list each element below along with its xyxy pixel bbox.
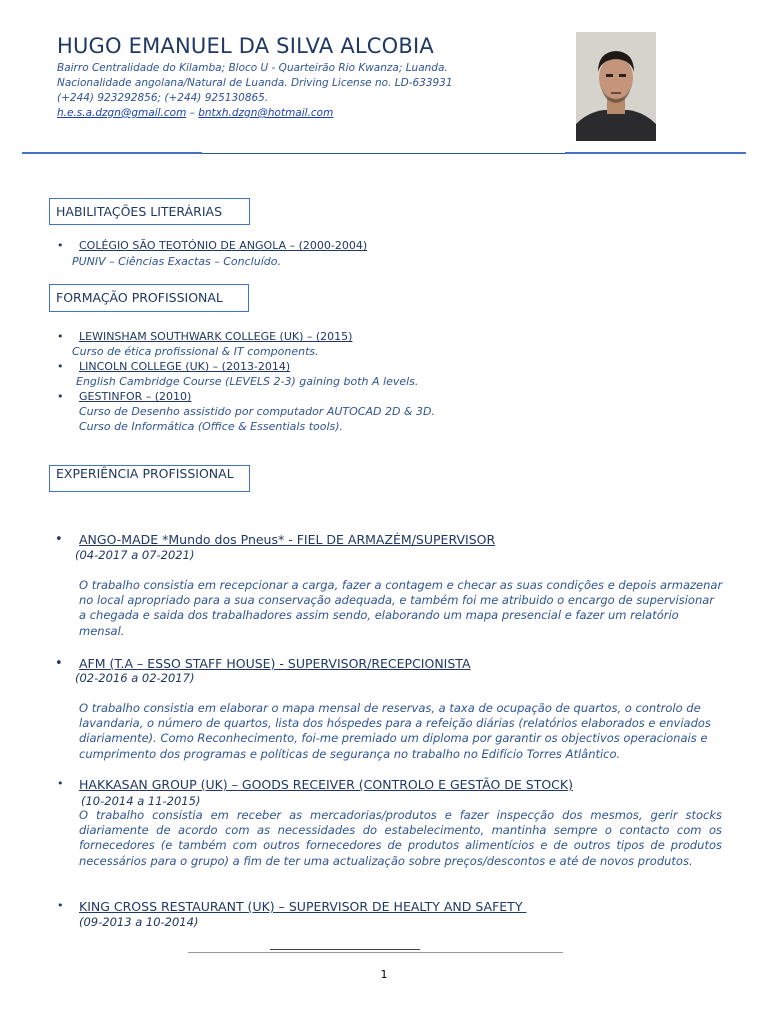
bullet-icon: • [57, 390, 64, 403]
job-title: ANGO-MADE *Mundo dos Pneus* - FIEL DE ARMAZÉM/SUPERVISOR [79, 532, 496, 547]
bullet-icon: • [57, 239, 64, 252]
job-description: O trabalho consistia em recepcionar a carga, fazer a contagem e checar as suas condições e depois armazenar no local apropriado para a sua conservação adequada, e também foi me atribuido o encargo de supervisionar a chegada e saida dos trabalhadores assim sendo, elaborando um mapa presencial e fazer um relatório mensal. [79, 578, 723, 638]
email-line [57, 107, 333, 119]
candidate-name: HUGO EMANUEL DA SILVA ALCOBIA [57, 34, 434, 58]
header-divider-accent-left [22, 152, 202, 154]
training-item-detail: Curso de Informática (Office & Essentials tools). [79, 420, 344, 433]
job-description: O trabalho consistia em elaborar o mapa mensal de reservas, a taxa de ocupação de quartos, o controlo de lavandaria, o número de quartos, lista dos hóspedes para a refeição diárias (relatórios elaborados e enviados diariamente). Como Reconhecimento, foi-me premiado um diploma por garantir os objectivos operacionais e cumprimento dos programas e políticas de segurança no trabalho no Edifício Torres Atlântico. [79, 701, 711, 761]
job-dates: (09-2013 a 10-2014) [79, 915, 199, 929]
bullet-icon: • [57, 360, 64, 373]
job-dates: (04-2017 a 07-2021) [75, 548, 195, 562]
job-description: O trabalho consistia em receber as mercadorias/produtos e fazer inspecção dos mesmos, gerir stocks diariamente de acordo com as necessidades do estabelecimento, mantinha sempre o contacto com os fornecedores (e também com outros fornecedores de produtos alimentícios e de outros tipos de produtos necessários para o grupo) a fim de ter uma actualização sobre preços/descontos e até de novos produtos. [79, 808, 722, 868]
section-heading-experience: EXPERIÊNCIA PROFISSIONAL [49, 465, 250, 492]
training-item-title: GESTINFOR – (2010) [79, 390, 192, 403]
section-heading-education: HABILITAÇÕES LITERÁRIAS [49, 198, 250, 225]
nationality-line: Nacionalidade angolana/Natural de Luanda. Driving License no. LD-633931 [57, 77, 453, 89]
bullet-icon: • [57, 899, 64, 912]
training-item-detail: Curso de Desenho assistido por computador AUTOCAD 2D & 3D. [79, 405, 435, 418]
bullet-icon: • [55, 656, 63, 671]
section-heading-training: FORMAÇÃO PROFISSIONAL [49, 284, 249, 312]
email-link-gmail[interactable]: h.e.s.a.dzgn@gmail.com [57, 107, 187, 119]
training-item-detail: Curso de ética profissional & IT components. [72, 345, 319, 358]
footer-divider-accent [270, 949, 420, 950]
training-item-detail: English Cambridge Course (LEVELS 2-3) gaining both A levels. [76, 375, 419, 388]
address-line: Bairro Centralidade do Kilamba; Bloco U - Quarteirão Rio Kwanza; Luanda. [57, 62, 448, 74]
education-school: COLÉGIO SÃO TEOTÓNIO DE ANGOLA – (2000-2004) [79, 239, 368, 252]
bullet-icon: • [57, 777, 64, 790]
bullet-icon: • [57, 330, 64, 343]
job-title: AFM (T.A – ESSO STAFF HOUSE) - SUPERVISOR/RECEPCIONISTA [79, 656, 471, 671]
job-title: KING CROSS RESTAURANT (UK) – SUPERVISOR DE HEALTY AND SAFETY [79, 899, 527, 914]
bullet-icon: • [55, 532, 63, 547]
email-separator: – [189, 107, 195, 119]
training-item-title: LINCOLN COLLEGE (UK) – (2013-2014) [79, 360, 291, 373]
job-title: HAKKASAN GROUP (UK) – GOODS RECEIVER (CONTROLO E GESTÃO DE STOCK) [79, 777, 573, 792]
training-item-title: LEWINSHAM SOUTHWARK COLLEGE (UK) – (2015) [79, 330, 353, 343]
job-dates: (10-2014 a 11-2015) [81, 794, 201, 808]
page-number: 1 [380, 968, 388, 981]
phone-line: (+244) 923292856; (+244) 925130865. [57, 92, 269, 104]
job-dates: (02-2016 a 02-2017) [75, 671, 195, 685]
profile-photo [576, 32, 656, 141]
email-link-hotmail[interactable]: bntxh.dzgn@hotmail.com [198, 107, 334, 119]
header-divider-accent-right [565, 152, 746, 154]
education-detail: PUNIV – Ciências Exactas – Concluído. [72, 255, 281, 268]
footer-divider [188, 952, 563, 953]
